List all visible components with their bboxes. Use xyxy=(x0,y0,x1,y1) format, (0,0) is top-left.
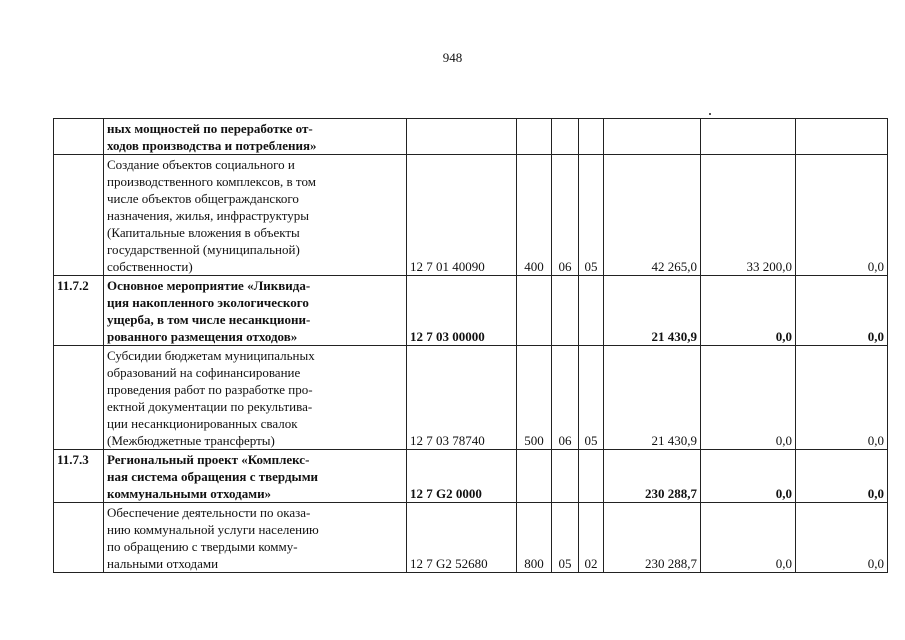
table-row xyxy=(54,155,888,276)
rz-cell xyxy=(552,119,579,155)
code-cell xyxy=(407,119,517,155)
page-number: 948 xyxy=(442,50,463,65)
value-2-cell xyxy=(701,119,796,155)
row-name-cell xyxy=(104,450,407,503)
row-name-line: (Межбюджетные трансферты) xyxy=(107,433,275,448)
vr-cell xyxy=(517,119,552,155)
pr-cell xyxy=(579,450,604,503)
row-number-cell xyxy=(54,119,104,155)
row-name-cell xyxy=(104,119,407,155)
row-name-line: по обращению с твердыми комму- xyxy=(107,539,298,554)
row-name-line: Обеспечение деятельности по оказа- xyxy=(107,505,311,520)
row-name-line: (Капитальные вложения в объекты xyxy=(107,225,300,240)
value-1-cell: 21 430,9 xyxy=(604,276,701,346)
vr-cell: 400 xyxy=(517,155,552,276)
row-name-line: нальными отходами xyxy=(107,556,219,571)
value-3-cell: 0,0 xyxy=(796,346,888,450)
pr-cell xyxy=(579,119,604,155)
row-number-cell xyxy=(54,346,104,450)
vr-cell: 800 xyxy=(517,503,552,573)
vr-cell xyxy=(517,450,552,503)
value-1-cell: 230 288,7 xyxy=(604,450,701,503)
value-2-cell: 0,0 xyxy=(701,276,796,346)
rz-cell xyxy=(552,276,579,346)
value-3-cell: 0,0 xyxy=(796,503,888,573)
row-name-line: Основное мероприятие «Ликвида- xyxy=(107,278,311,293)
code-cell: 12 7 G2 0000 xyxy=(407,450,517,503)
row-name-line: государственной (муниципальной) xyxy=(107,242,300,257)
value-1-cell: 42 265,0 xyxy=(604,155,701,276)
row-number-cell xyxy=(54,503,104,573)
row-name-line: ущерба, в том числе несанкциони- xyxy=(107,312,311,327)
table-row xyxy=(54,119,888,155)
value-3-cell: 0,0 xyxy=(796,450,888,503)
code-cell: 12 7 03 00000 xyxy=(407,276,517,346)
row-name-line: ция накопленного экологического xyxy=(107,295,309,310)
row-number-cell xyxy=(54,155,104,276)
value-2-cell: 0,0 xyxy=(701,503,796,573)
row-name-cell xyxy=(104,346,407,450)
pr-cell xyxy=(579,276,604,346)
code-cell: 12 7 03 78740 xyxy=(407,346,517,450)
value-1-cell: 21 430,9 xyxy=(604,346,701,450)
rz-cell: 06 xyxy=(552,346,579,450)
value-2-cell: 0,0 xyxy=(701,450,796,503)
code-cell: 12 7 G2 52680 xyxy=(407,503,517,573)
row-name-line: назначения, жилья, инфраструктуры xyxy=(107,208,310,223)
row-name-line: производственного комплексов, в том xyxy=(107,174,316,189)
row-name-cell xyxy=(104,503,407,573)
table-row xyxy=(54,450,888,503)
row-name-line: числе объектов общегражданского xyxy=(107,191,299,206)
row-name-line: Создание объектов социального и xyxy=(107,157,295,172)
pr-cell: 02 xyxy=(579,503,604,573)
pr-cell: 05 xyxy=(579,346,604,450)
value-2-cell: 0,0 xyxy=(701,346,796,450)
rz-cell: 06 xyxy=(552,155,579,276)
value-2-cell: 33 200,0 xyxy=(701,155,796,276)
table-row xyxy=(54,346,888,450)
value-1-cell xyxy=(604,119,701,155)
table-row xyxy=(54,503,888,573)
row-name-line: нию коммунальной услуги населению xyxy=(107,522,319,537)
row-name-line: ходов производства и потребления» xyxy=(107,138,317,153)
table-row xyxy=(54,276,888,346)
value-1-cell: 230 288,7 xyxy=(604,503,701,573)
code-cell: 12 7 01 40090 xyxy=(407,155,517,276)
row-name-line: проведения работ по разработке про- xyxy=(107,382,313,397)
row-name-line: коммунальными отходами» xyxy=(107,486,272,501)
row-name-line: Региональный проект «Комплекс- xyxy=(107,452,310,467)
rz-cell xyxy=(552,450,579,503)
scan-speck xyxy=(709,113,711,115)
value-3-cell xyxy=(796,119,888,155)
vr-cell xyxy=(517,276,552,346)
row-name-line: ная система обращения с твердыми xyxy=(107,469,319,484)
row-name-line: Субсидии бюджетам муниципальных xyxy=(107,348,315,363)
row-name-cell xyxy=(104,155,407,276)
row-name-line: образований на софинансирование xyxy=(107,365,301,380)
row-number-cell: 11.7.2 xyxy=(54,276,104,346)
value-3-cell: 0,0 xyxy=(796,155,888,276)
table-body xyxy=(54,119,888,573)
pr-cell: 05 xyxy=(579,155,604,276)
row-name-line: ектной документации по рекультива- xyxy=(107,399,313,414)
row-name-line: ных мощностей по переработке от- xyxy=(107,121,313,136)
row-name-cell xyxy=(104,276,407,346)
row-name-line: рованного размещения отходов» xyxy=(107,329,298,344)
rz-cell: 05 xyxy=(552,503,579,573)
vr-cell: 500 xyxy=(517,346,552,450)
budget-table xyxy=(53,118,888,573)
row-name-line: собственности) xyxy=(107,259,193,274)
row-number-cell: 11.7.3 xyxy=(54,450,104,503)
row-name-line: ции несанкционированных свалок xyxy=(107,416,298,431)
value-3-cell: 0,0 xyxy=(796,276,888,346)
